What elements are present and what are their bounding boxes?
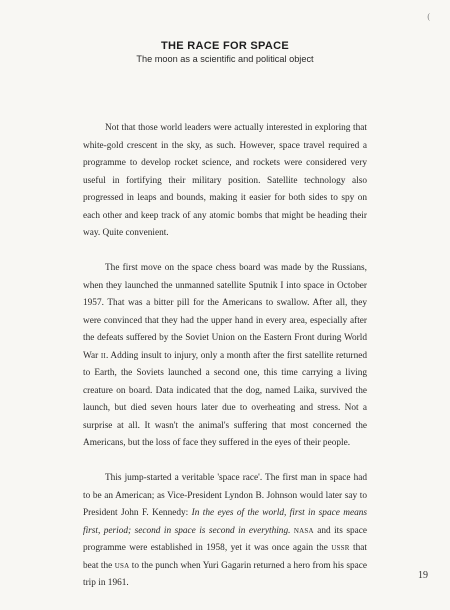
paragraph-3-text-c: that beat the — [83, 543, 367, 571]
paragraph-3 — [83, 470, 367, 593]
usa-acronym: USA — [114, 561, 130, 570]
corner-mark: ( — [427, 12, 430, 21]
chapter-header — [0, 40, 450, 64]
paragraph-3-text-d: to the punch when Yuri Gagarin returned a hero from his space trip in 1961. — [83, 560, 367, 588]
page-number: 19 — [418, 570, 428, 581]
chapter-subtitle: The moon as a scientific and political object — [136, 54, 314, 64]
paragraph-2-text-b: . Adding insult to injury, only a month after the first satellite returned to Earth, the Soviets launched a second one, this time carrying a living creature on board. Data indicated that the dog, named Laika, survived the launch, but died seven hours later due to overheating and stress. Not a surprise at all. It wasn't the animal's suffering that most concerned the Americans, but the loss of face they suffered in the eyes of their people. — [83, 350, 367, 448]
roman-numeral: II — [100, 351, 106, 360]
chapter-title: THE RACE FOR SPACE — [160, 40, 290, 52]
paragraph-1: Not that those world leaders were actually interested in exploring that white-gold crescent in the sky, as such. However, space travel required a programme to develop rocket science, and rockets were considered very useful in fortifying their military position. Satellite technology also progressed in leaps and bounds, making it easier for both sides to spy on each other and keep track of any atomic bombs that might be heading their way. Quite convenient. — [83, 123, 367, 238]
paragraph-3-text-b: and its space programme were established in 1958, yet it was once again the — [83, 525, 367, 553]
paragraph-2 — [83, 260, 367, 453]
paragraph-2-text-a: The first move on the space chess board was made by the Russians, when they launched the unmanned satellite Sputnik I into space in October 1957. That was a bitter pill for the Americans to swallow. After all, they were convinced that they had the upper hand in every area, especially after the defeats suffered by the Soviet Union on the Eastern Front during World War — [83, 263, 367, 361]
body-text — [83, 120, 367, 610]
ussr-acronym: USSR — [331, 544, 350, 552]
paragraph-3-text-a: This jump-started a veritable 'space race'. The first man in space had to be an American; as Vice-President Lyndon B. Johnson would later say to President John F. Kennedy: — [83, 473, 367, 518]
nasa-acronym: NASA — [293, 526, 314, 535]
johnson-quote: In the eyes of the world, first in space means first, period; second in space is second in everything. — [83, 508, 367, 536]
